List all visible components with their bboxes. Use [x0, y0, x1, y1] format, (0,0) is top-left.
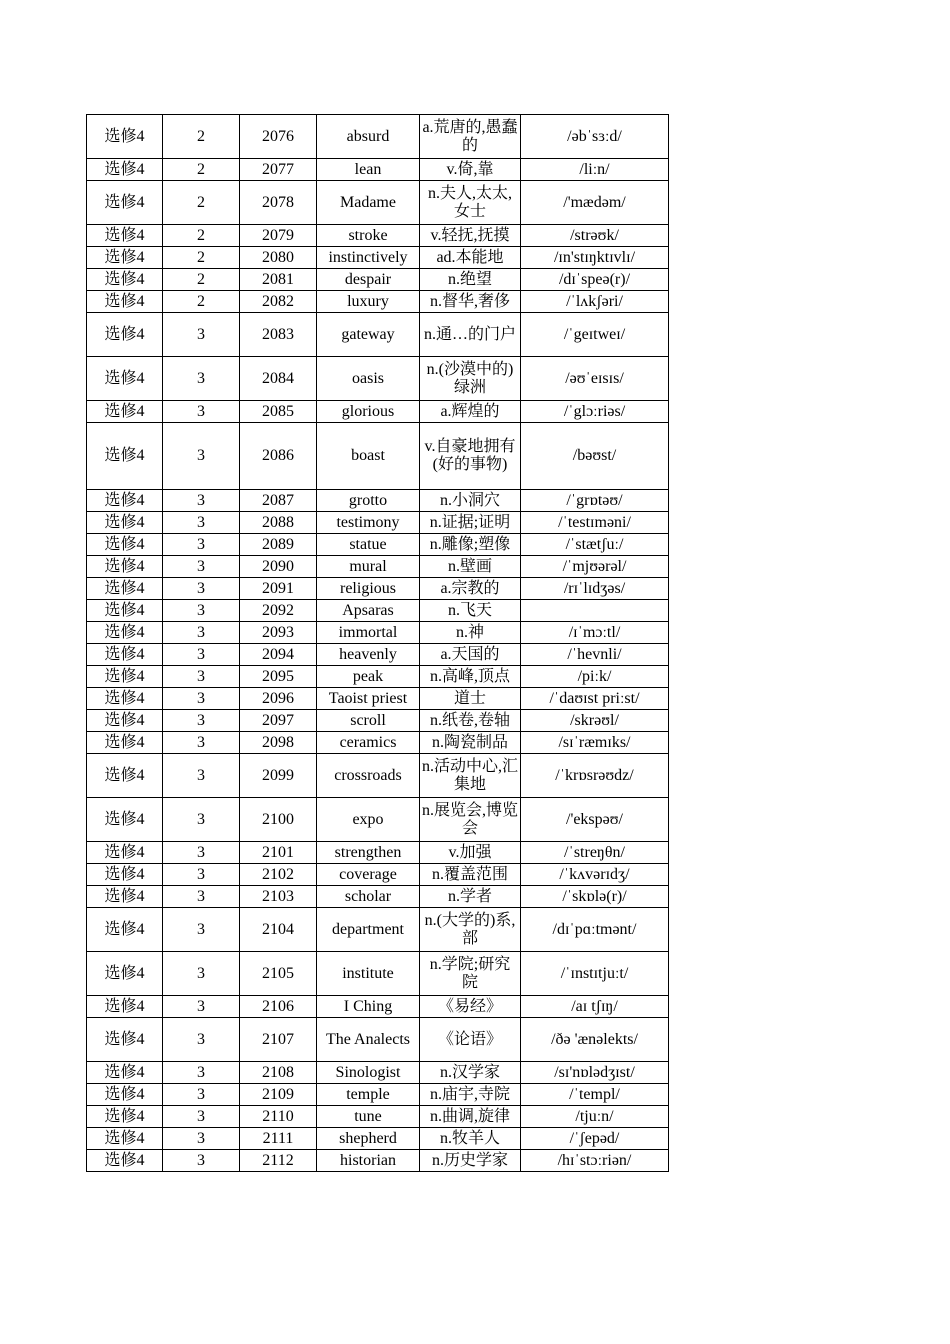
book-cell: 选修4 [87, 842, 163, 864]
book-cell: 选修4 [87, 269, 163, 291]
unit-cell: 3 [163, 1062, 240, 1084]
chinese-meaning-cell: n.覆盖范围 [420, 864, 521, 886]
book-cell: 选修4 [87, 1062, 163, 1084]
unit-cell: 3 [163, 1128, 240, 1150]
chinese-meaning-cell: n.(大学的)系,部 [420, 908, 521, 952]
word-number-cell: 2078 [240, 181, 317, 225]
phonetic-cell: /'mædəm/ [521, 181, 669, 225]
book-cell: 选修4 [87, 1106, 163, 1128]
table-row [87, 996, 669, 1018]
table-row [87, 225, 669, 247]
book-cell: 选修4 [87, 115, 163, 159]
table-row [87, 181, 669, 225]
phonetic-cell: /ˈʃepəd/ [521, 1128, 669, 1150]
phonetic-cell: /ɪˈmɔːtl/ [521, 622, 669, 644]
chinese-meaning-cell: n.历史学家 [420, 1150, 521, 1172]
vocabulary-table-body [87, 115, 669, 1172]
word-number-cell: 2083 [240, 313, 317, 357]
chinese-meaning-cell: v.自豪地拥有(好的事物) [420, 423, 521, 490]
book-cell: 选修4 [87, 798, 163, 842]
english-word-cell: luxury [317, 291, 420, 313]
english-word-cell: glorious [317, 401, 420, 423]
book-cell: 选修4 [87, 710, 163, 732]
chinese-meaning-cell: n.小洞穴 [420, 490, 521, 512]
word-number-cell: 2103 [240, 886, 317, 908]
table-row [87, 1128, 669, 1150]
word-number-cell: 2104 [240, 908, 317, 952]
unit-cell: 3 [163, 1106, 240, 1128]
book-cell: 选修4 [87, 181, 163, 225]
table-row [87, 798, 669, 842]
phonetic-cell [521, 600, 669, 622]
english-word-cell: scholar [317, 886, 420, 908]
english-word-cell: scroll [317, 710, 420, 732]
english-word-cell: mural [317, 556, 420, 578]
english-word-cell: immortal [317, 622, 420, 644]
english-word-cell: temple [317, 1084, 420, 1106]
book-cell: 选修4 [87, 732, 163, 754]
unit-cell: 3 [163, 600, 240, 622]
table-row [87, 732, 669, 754]
chinese-meaning-cell: 《易经》 [420, 996, 521, 1018]
table-row [87, 490, 669, 512]
unit-cell: 3 [163, 754, 240, 798]
table-row [87, 600, 669, 622]
table-row [87, 864, 669, 886]
book-cell: 选修4 [87, 644, 163, 666]
english-word-cell: absurd [317, 115, 420, 159]
phonetic-cell: /dɪˈspeə(r)/ [521, 269, 669, 291]
table-row [87, 159, 669, 181]
word-number-cell: 2093 [240, 622, 317, 644]
table-row [87, 842, 669, 864]
book-cell: 选修4 [87, 908, 163, 952]
chinese-meaning-cell: ad.本能地 [420, 247, 521, 269]
chinese-meaning-cell: n.绝望 [420, 269, 521, 291]
table-row [87, 710, 669, 732]
phonetic-cell: /ˈgrɒtəʊ/ [521, 490, 669, 512]
unit-cell: 3 [163, 1150, 240, 1172]
english-word-cell: The Analects [317, 1018, 420, 1062]
english-word-cell: lean [317, 159, 420, 181]
word-number-cell: 2082 [240, 291, 317, 313]
word-number-cell: 2080 [240, 247, 317, 269]
english-word-cell: oasis [317, 357, 420, 401]
english-word-cell: heavenly [317, 644, 420, 666]
unit-cell: 2 [163, 269, 240, 291]
phonetic-cell: /'ekspəʊ/ [521, 798, 669, 842]
phonetic-cell: /ˈkrɒsrəʊdz/ [521, 754, 669, 798]
chinese-meaning-cell: n.督华,奢侈 [420, 291, 521, 313]
unit-cell: 2 [163, 291, 240, 313]
table-row [87, 688, 669, 710]
chinese-meaning-cell: n.牧羊人 [420, 1128, 521, 1150]
unit-cell: 3 [163, 710, 240, 732]
chinese-meaning-cell: n.活动中心,汇集地 [420, 754, 521, 798]
word-number-cell: 2091 [240, 578, 317, 600]
book-cell: 选修4 [87, 291, 163, 313]
unit-cell: 3 [163, 1018, 240, 1062]
phonetic-cell: /əʊˈeɪsɪs/ [521, 357, 669, 401]
chinese-meaning-cell: n.陶瓷制品 [420, 732, 521, 754]
table-row [87, 1106, 669, 1128]
chinese-meaning-cell: n.证据;证明 [420, 512, 521, 534]
chinese-meaning-cell: n.高峰,顶点 [420, 666, 521, 688]
word-number-cell: 2100 [240, 798, 317, 842]
word-number-cell: 2105 [240, 952, 317, 996]
phonetic-cell: /ðə 'ænəlekts/ [521, 1018, 669, 1062]
unit-cell: 3 [163, 996, 240, 1018]
chinese-meaning-cell: a.宗教的 [420, 578, 521, 600]
word-number-cell: 2106 [240, 996, 317, 1018]
table-row [87, 886, 669, 908]
chinese-meaning-cell: n.夫人,太太,女士 [420, 181, 521, 225]
chinese-meaning-cell: a.天国的 [420, 644, 521, 666]
unit-cell: 3 [163, 952, 240, 996]
unit-cell: 3 [163, 842, 240, 864]
chinese-meaning-cell: n.学者 [420, 886, 521, 908]
english-word-cell: historian [317, 1150, 420, 1172]
word-number-cell: 2110 [240, 1106, 317, 1128]
unit-cell: 3 [163, 644, 240, 666]
english-word-cell: peak [317, 666, 420, 688]
english-word-cell: strengthen [317, 842, 420, 864]
book-cell: 选修4 [87, 952, 163, 996]
table-row [87, 644, 669, 666]
book-cell: 选修4 [87, 313, 163, 357]
word-number-cell: 2097 [240, 710, 317, 732]
unit-cell: 2 [163, 159, 240, 181]
unit-cell: 3 [163, 423, 240, 490]
english-word-cell: institute [317, 952, 420, 996]
chinese-meaning-cell: 道士 [420, 688, 521, 710]
word-number-cell: 2096 [240, 688, 317, 710]
chinese-meaning-cell: n.壁画 [420, 556, 521, 578]
unit-cell: 3 [163, 908, 240, 952]
word-number-cell: 2094 [240, 644, 317, 666]
chinese-meaning-cell: a.辉煌的 [420, 401, 521, 423]
word-number-cell: 2099 [240, 754, 317, 798]
unit-cell: 3 [163, 401, 240, 423]
word-number-cell: 2077 [240, 159, 317, 181]
phonetic-cell: /ˈkʌvərɪdʒ/ [521, 864, 669, 886]
phonetic-cell: /ˈlʌkʃəri/ [521, 291, 669, 313]
book-cell: 选修4 [87, 490, 163, 512]
book-cell: 选修4 [87, 578, 163, 600]
table-row [87, 666, 669, 688]
unit-cell: 3 [163, 798, 240, 842]
phonetic-cell: /skrəʊl/ [521, 710, 669, 732]
unit-cell: 3 [163, 313, 240, 357]
chinese-meaning-cell: n.雕像;塑像 [420, 534, 521, 556]
book-cell: 选修4 [87, 1084, 163, 1106]
chinese-meaning-cell: n.曲调,旋律 [420, 1106, 521, 1128]
chinese-meaning-cell: n.神 [420, 622, 521, 644]
phonetic-cell: /piːk/ [521, 666, 669, 688]
english-word-cell: expo [317, 798, 420, 842]
unit-cell: 3 [163, 534, 240, 556]
table-row [87, 952, 669, 996]
unit-cell: 2 [163, 181, 240, 225]
unit-cell: 3 [163, 886, 240, 908]
english-word-cell: religious [317, 578, 420, 600]
table-row [87, 401, 669, 423]
table-row [87, 313, 669, 357]
english-word-cell: Taoist priest [317, 688, 420, 710]
table-row [87, 908, 669, 952]
word-number-cell: 2095 [240, 666, 317, 688]
table-row [87, 534, 669, 556]
word-number-cell: 2112 [240, 1150, 317, 1172]
chinese-meaning-cell: n.展览会,博览会 [420, 798, 521, 842]
word-number-cell: 2111 [240, 1128, 317, 1150]
table-row [87, 622, 669, 644]
english-word-cell: boast [317, 423, 420, 490]
word-number-cell: 2079 [240, 225, 317, 247]
phonetic-cell: /liːn/ [521, 159, 669, 181]
english-word-cell: testimony [317, 512, 420, 534]
word-number-cell: 2089 [240, 534, 317, 556]
unit-cell: 2 [163, 115, 240, 159]
word-number-cell: 2087 [240, 490, 317, 512]
english-word-cell: coverage [317, 864, 420, 886]
word-number-cell: 2085 [240, 401, 317, 423]
unit-cell: 3 [163, 490, 240, 512]
english-word-cell: I Ching [317, 996, 420, 1018]
english-word-cell: instinctively [317, 247, 420, 269]
phonetic-cell: /ˈtempl/ [521, 1084, 669, 1106]
book-cell: 选修4 [87, 423, 163, 490]
chinese-meaning-cell: n.纸卷,卷轴 [420, 710, 521, 732]
table-row [87, 1084, 669, 1106]
english-word-cell: department [317, 908, 420, 952]
word-number-cell: 2108 [240, 1062, 317, 1084]
phonetic-cell: /ˈstætʃuː/ [521, 534, 669, 556]
table-row [87, 247, 669, 269]
book-cell: 选修4 [87, 622, 163, 644]
word-number-cell: 2076 [240, 115, 317, 159]
book-cell: 选修4 [87, 225, 163, 247]
table-row [87, 1018, 669, 1062]
chinese-meaning-cell: n.飞天 [420, 600, 521, 622]
english-word-cell: ceramics [317, 732, 420, 754]
book-cell: 选修4 [87, 864, 163, 886]
book-cell: 选修4 [87, 556, 163, 578]
unit-cell: 3 [163, 1084, 240, 1106]
phonetic-cell: /ˈdaʊɪst priːst/ [521, 688, 669, 710]
word-number-cell: 2084 [240, 357, 317, 401]
phonetic-cell: /ˈstreŋθn/ [521, 842, 669, 864]
english-word-cell: crossroads [317, 754, 420, 798]
table-row [87, 1062, 669, 1084]
word-number-cell: 2086 [240, 423, 317, 490]
phonetic-cell: /əbˈsɜːd/ [521, 115, 669, 159]
unit-cell: 3 [163, 864, 240, 886]
table-row [87, 115, 669, 159]
english-word-cell: shepherd [317, 1128, 420, 1150]
phonetic-cell: /ˈɪnstɪtjuːt/ [521, 952, 669, 996]
phonetic-cell: /sɪ'nɒlədʒɪst/ [521, 1062, 669, 1084]
chinese-meaning-cell: n.(沙漠中的)绿洲 [420, 357, 521, 401]
book-cell: 选修4 [87, 534, 163, 556]
book-cell: 选修4 [87, 754, 163, 798]
book-cell: 选修4 [87, 512, 163, 534]
english-word-cell: despair [317, 269, 420, 291]
chinese-meaning-cell: n.学院;研究院 [420, 952, 521, 996]
book-cell: 选修4 [87, 1018, 163, 1062]
table-row [87, 578, 669, 600]
english-word-cell: grotto [317, 490, 420, 512]
unit-cell: 3 [163, 512, 240, 534]
unit-cell: 3 [163, 666, 240, 688]
word-number-cell: 2109 [240, 1084, 317, 1106]
word-number-cell: 2092 [240, 600, 317, 622]
table-row [87, 1150, 669, 1172]
table-row [87, 512, 669, 534]
table-row [87, 423, 669, 490]
unit-cell: 3 [163, 732, 240, 754]
unit-cell: 3 [163, 578, 240, 600]
phonetic-cell: /tjuːn/ [521, 1106, 669, 1128]
word-number-cell: 2107 [240, 1018, 317, 1062]
table-row [87, 556, 669, 578]
chinese-meaning-cell: n.通…的门户 [420, 313, 521, 357]
phonetic-cell: /ˈmjʊərəl/ [521, 556, 669, 578]
book-cell: 选修4 [87, 1150, 163, 1172]
chinese-meaning-cell: v.加强 [420, 842, 521, 864]
word-number-cell: 2102 [240, 864, 317, 886]
phonetic-cell: /ˈtestɪməni/ [521, 512, 669, 534]
book-cell: 选修4 [87, 688, 163, 710]
english-word-cell: statue [317, 534, 420, 556]
phonetic-cell: /sɪˈræmɪks/ [521, 732, 669, 754]
book-cell: 选修4 [87, 666, 163, 688]
word-number-cell: 2081 [240, 269, 317, 291]
chinese-meaning-cell: a.荒唐的,愚蠢的 [420, 115, 521, 159]
unit-cell: 3 [163, 556, 240, 578]
book-cell: 选修4 [87, 1128, 163, 1150]
english-word-cell: stroke [317, 225, 420, 247]
unit-cell: 3 [163, 688, 240, 710]
english-word-cell: Apsaras [317, 600, 420, 622]
english-word-cell: gateway [317, 313, 420, 357]
word-number-cell: 2101 [240, 842, 317, 864]
phonetic-cell: /ˈskɒlə(r)/ [521, 886, 669, 908]
table-row [87, 291, 669, 313]
chinese-meaning-cell: n.庙宇,寺院 [420, 1084, 521, 1106]
phonetic-cell: /ˈgeɪtweɪ/ [521, 313, 669, 357]
phonetic-cell: /hɪˈstɔːriən/ [521, 1150, 669, 1172]
english-word-cell: Madame [317, 181, 420, 225]
unit-cell: 2 [163, 247, 240, 269]
chinese-meaning-cell: n.汉学家 [420, 1062, 521, 1084]
chinese-meaning-cell: v.轻抚,抚摸 [420, 225, 521, 247]
unit-cell: 3 [163, 357, 240, 401]
table-row [87, 269, 669, 291]
phonetic-cell: /bəʊst/ [521, 423, 669, 490]
unit-cell: 3 [163, 622, 240, 644]
phonetic-cell: /aɪ tʃɪŋ/ [521, 996, 669, 1018]
book-cell: 选修4 [87, 159, 163, 181]
phonetic-cell: /rɪˈlɪdʒəs/ [521, 578, 669, 600]
word-number-cell: 2090 [240, 556, 317, 578]
vocabulary-table [86, 114, 669, 1172]
unit-cell: 2 [163, 225, 240, 247]
phonetic-cell: /ˈhevnli/ [521, 644, 669, 666]
phonetic-cell: /dɪˈpɑːtmənt/ [521, 908, 669, 952]
book-cell: 选修4 [87, 886, 163, 908]
book-cell: 选修4 [87, 600, 163, 622]
english-word-cell: Sinologist [317, 1062, 420, 1084]
book-cell: 选修4 [87, 357, 163, 401]
book-cell: 选修4 [87, 996, 163, 1018]
phonetic-cell: /ˈglɔːriəs/ [521, 401, 669, 423]
chinese-meaning-cell: 《论语》 [420, 1018, 521, 1062]
book-cell: 选修4 [87, 247, 163, 269]
english-word-cell: tune [317, 1106, 420, 1128]
chinese-meaning-cell: v.倚,靠 [420, 159, 521, 181]
phonetic-cell: /strəʊk/ [521, 225, 669, 247]
table-row [87, 357, 669, 401]
word-number-cell: 2098 [240, 732, 317, 754]
phonetic-cell: /ɪn'stɪŋktɪvlɪ/ [521, 247, 669, 269]
table-row [87, 754, 669, 798]
book-cell: 选修4 [87, 401, 163, 423]
word-number-cell: 2088 [240, 512, 317, 534]
